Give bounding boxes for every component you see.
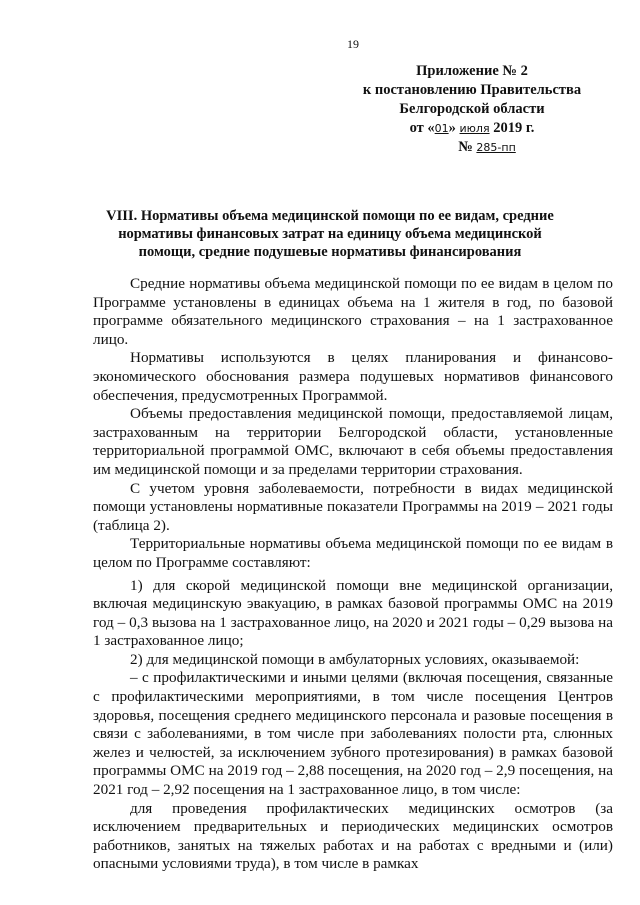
paragraph: Объемы предоставления медицинской помощи, предоставляемой лицам, застрахованным на территории Белгородской области, установленные территориальной программой ОМС, включают в себя объемы предоставления им медицинской помощи и за пределами территории страхования. — [93, 405, 613, 478]
paragraph: С учетом уровня заболеваемости, потребности в видах медицинской помощи установлены нормативные показатели Программы на 2019 – 2021 годы (таблица 2). — [93, 479, 613, 534]
page-number: 19 — [347, 37, 359, 51]
appendix-block — [352, 62, 592, 157]
section-heading: VIII. Нормативы объема медицинской помощи по ее видам, средние нормативы финансовых затрат на единицу объема медицинской помощи, средние подушевые нормативы финансирования — [106, 208, 554, 260]
appendix-title: Приложение № 2 — [416, 63, 528, 79]
paragraph: для проведения профилактических медицинских осмотров (за исключением предварительных и периодических медицинских осмотров работников, занятых на тяжелых работах и на работах с вредными и (или) опасными условиями труда), в том числе в рамках — [93, 799, 613, 873]
appendix-number: № 285-пп — [458, 139, 516, 155]
paragraph: Нормативы используются в целях планирования и финансово-экономического обоснования размера подушевых нормативов финансового обеспечения, предусмотренных Программой. — [93, 349, 613, 404]
paragraph: 1) для скорой медицинской помощи вне медицинской организации, включая медицинскую эвакуацию, в рамках базовой программы ОМС на 2019 год – 0,3 вызова на 1 застрахованное лицо, на 2020 и 2021 годы – 0,29 вызова на 1 застрахованное лицо; — [93, 576, 613, 650]
appendix-region: Белгородской области — [399, 101, 545, 117]
document-number: 285-пп — [476, 141, 516, 154]
paragraph: Территориальные нормативы объема медицинской помощи по ее видам в целом по Программе составляют: — [93, 535, 613, 571]
paragraph: Средние нормативы объема медицинской помощи по ее видам в целом по Программе установлены в единицах объема на 1 жителя в год, по базовой программе обязательного медицинского страхования – на 1 застрахованное лицо. — [93, 275, 613, 348]
date-day: 01 — [434, 122, 449, 135]
paragraph: – с профилактическими и иными целями (включая посещения, связанные с профилактическими мероприятиями, в том числе посещения Центров здоровья, посещения среднего медицинского персонала и разовые посещения в связи с заболеваниями, в том числе при заболеваниях полости рта, слюнных желез и челюстей, за исключением зубного протезирования) в рамках базовой программы ОМС на 2019 год – 2,88 посещения, на 2020 год – 2,9 посещения, на 2021 год – 2,92 посещения на 1 застрахованное лицо, в том числе: — [93, 669, 613, 799]
document-body — [93, 275, 613, 874]
appendix-date: от «01» июля 2019 г. — [409, 120, 535, 136]
appendix-resolution: к постановлению Правительства — [362, 82, 582, 98]
date-month: июля — [459, 122, 490, 135]
paragraph: 2) для медицинской помощи в амбулаторных условиях, оказываемой: — [130, 650, 580, 668]
